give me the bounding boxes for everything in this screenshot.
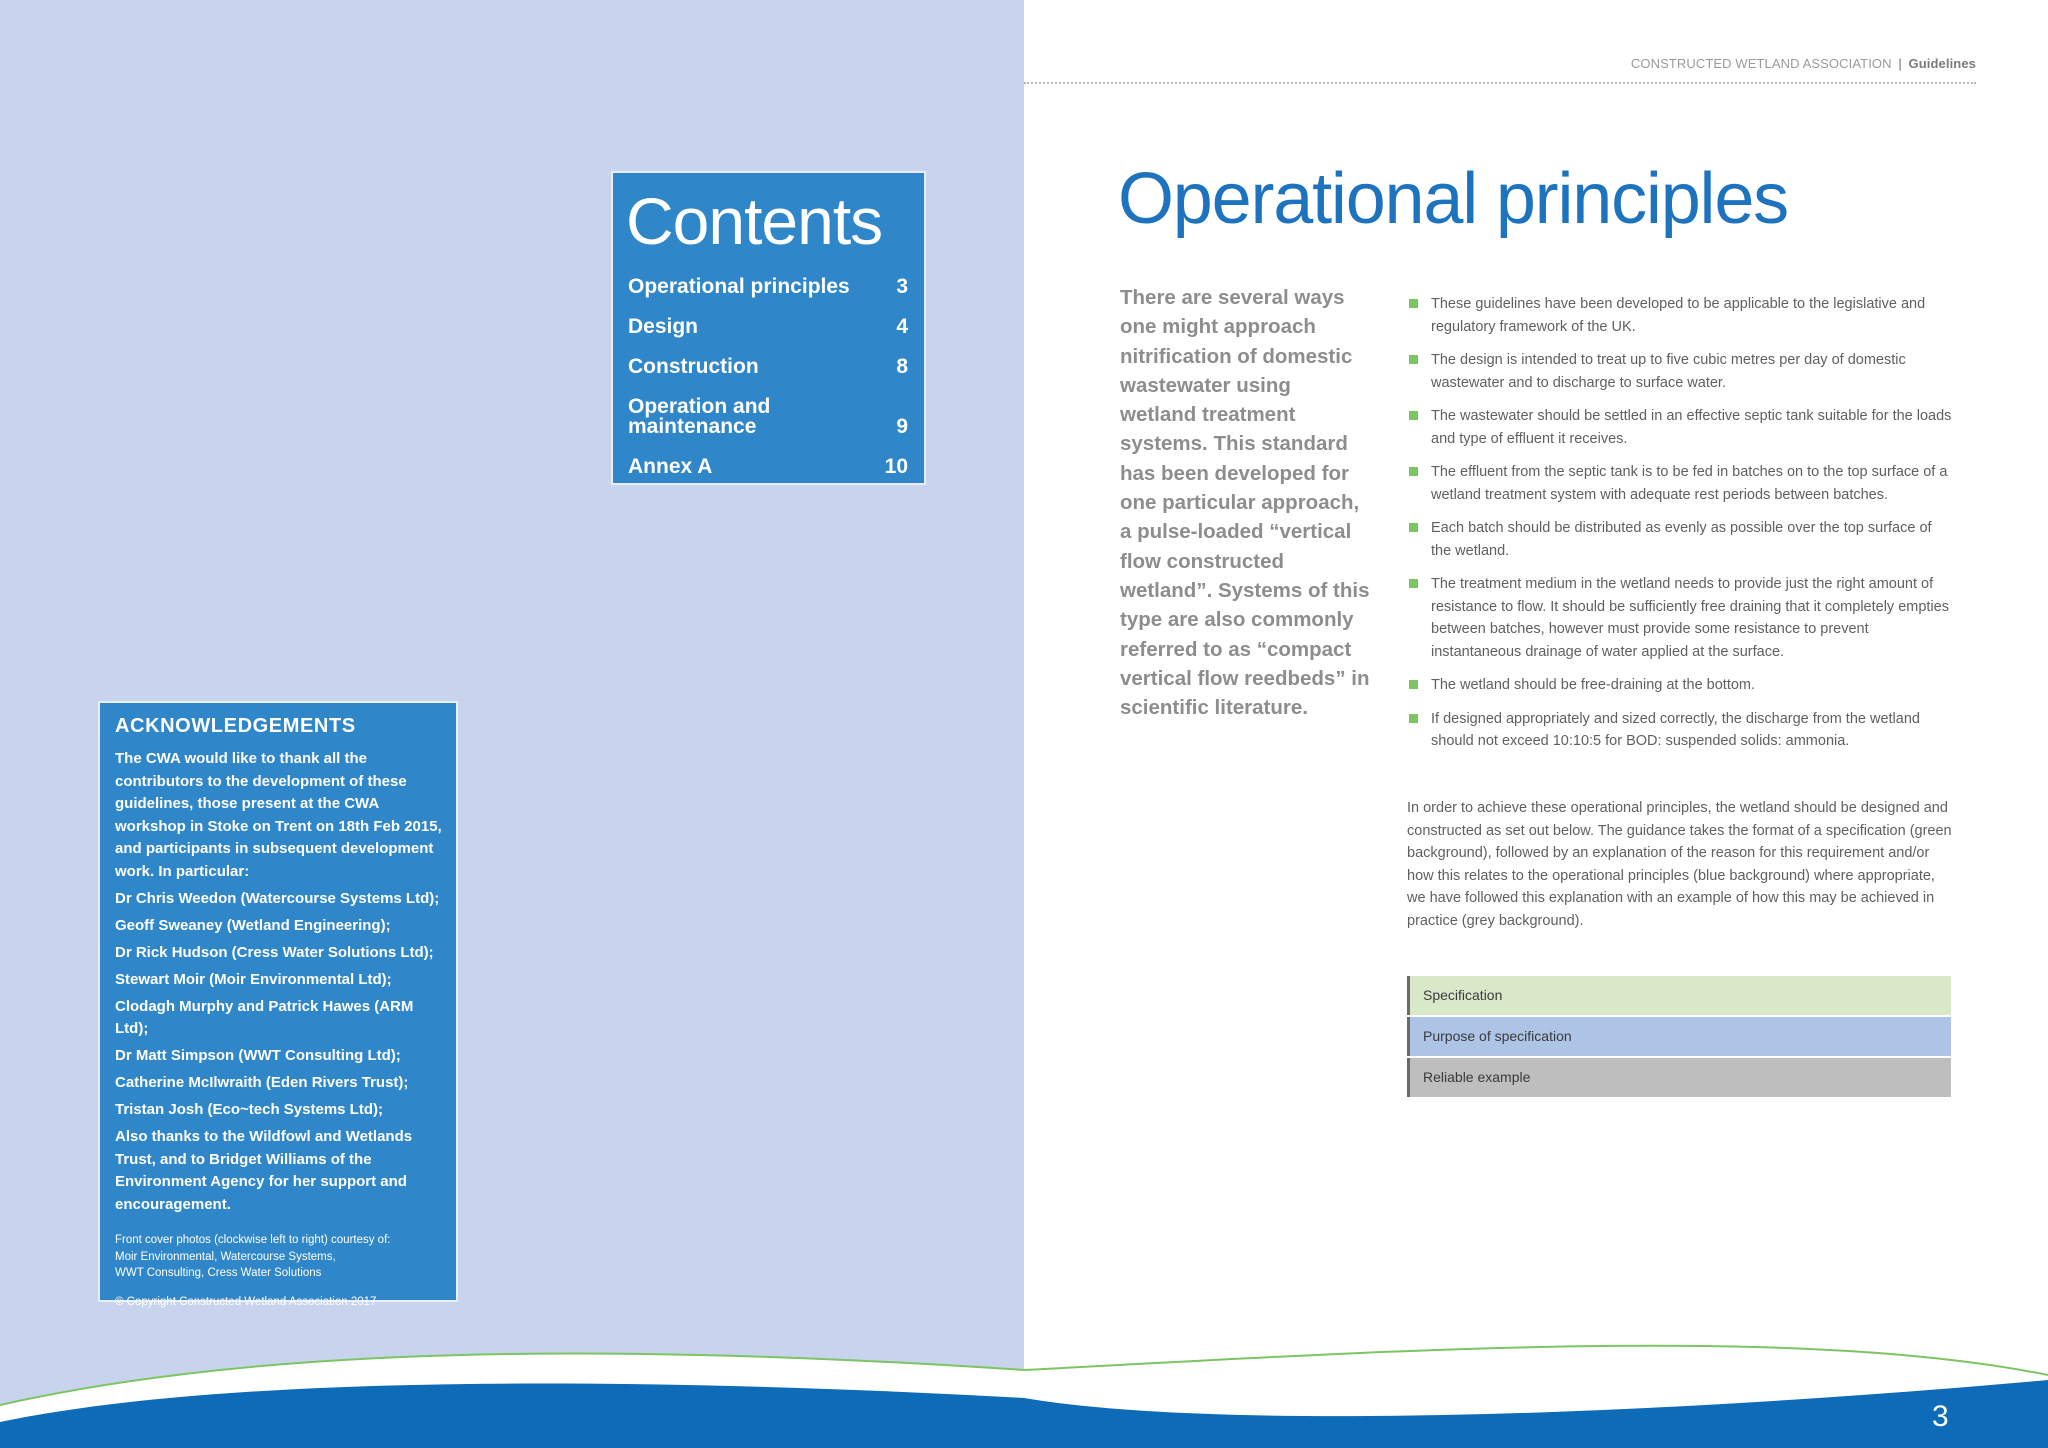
- acknowledgement-name: Clodagh Murphy and Patrick Hawes (ARM Ltd);: [115, 998, 414, 1037]
- square-bullet-icon: [1409, 579, 1418, 588]
- photo-credit-line: Moir Environmental, Watercourse Systems,: [115, 1250, 336, 1263]
- list-item-text: These guidelines have been developed to be applicable to the legislative and regulatory framework of the UK.: [1431, 296, 1926, 335]
- toc-item-design[interactable]: [628, 297, 908, 337]
- list-item-text: The effluent from the septic tank is to be fed in batches on to the top surface of a wetland treatment system with adequate rest periods between batches.: [1431, 464, 1948, 503]
- header-separator: |: [1898, 56, 1902, 71]
- acknowledgements-title: ACKNOWLEDGEMENTS: [115, 715, 356, 737]
- square-bullet-icon: [1409, 299, 1418, 308]
- list-item-text: The wastewater should be settled in an effective septic tank suitable for the loads and type of effluent it receives.: [1431, 408, 1952, 447]
- square-bullet-icon: [1409, 680, 1418, 689]
- toc-item-page: 10: [884, 455, 908, 478]
- contents-title: Contents: [626, 184, 883, 258]
- legend-example: Reliable example: [1407, 1058, 1951, 1097]
- square-bullet-icon: [1409, 467, 1418, 476]
- toc-item-operation-and-maintenance[interactable]: [628, 377, 908, 437]
- legend-purpose: Purpose of specification: [1407, 1017, 1951, 1056]
- square-bullet-icon: [1409, 411, 1418, 420]
- acknowledgement-name: Stewart Moir (Moir Environmental Ltd);: [115, 971, 392, 988]
- intro-text: There are several ways one might approach nitrification of domestic wastewater using wetland treatment systems. This standard has been developed for one particular approach, a pulse-loaded “vertical flow constructed wetland”. Systems of this type are also commonly referred to as “compact vertical flow reedbeds” in scientific literature.: [1120, 286, 1370, 720]
- toc-item-page: 4: [896, 315, 908, 338]
- toc-item-page: 8: [896, 355, 908, 378]
- toc-item-label: Design: [628, 315, 699, 338]
- list-item: [1407, 461, 1952, 506]
- page-number: 3: [1932, 1400, 1949, 1433]
- list-item-text: The design is intended to treat up to five cubic metres per day of domestic wastewater and to discharge to surface water.: [1431, 352, 1906, 391]
- list-item-text: The treatment medium in the wetland needs to provide just the right amount of resistance to flow. It should be sufficiently free draining that it completely empties between batches, however must provide some resistance to prevent instantaneous drainage of water applied at the surface.: [1431, 576, 1949, 660]
- toc-item-label: Operation and maintenance: [628, 395, 771, 438]
- acknowledgement-name: Catherine McIlwraith (Eden Rivers Trust);: [115, 1074, 409, 1091]
- toc-item-page: 9: [896, 415, 908, 438]
- toc-item-operational-principles[interactable]: [628, 257, 908, 297]
- toc-item-label: Operational principles: [628, 275, 850, 298]
- acknowledgement-name: Dr Chris Weedon (Watercourse Systems Ltd);: [115, 890, 440, 907]
- list-item-text: The wetland should be free-draining at the bottom.: [1431, 677, 1756, 693]
- principles-list: [1407, 293, 1952, 764]
- photo-credit-line: WWT Consulting, Cress Water Solutions: [115, 1267, 322, 1279]
- photo-credit: [115, 1232, 442, 1282]
- acknowledgement-name: Dr Rick Hudson (Cress Water Solutions Ltd);: [115, 944, 434, 961]
- list-item-text: If designed appropriately and sized correctly, the discharge from the wetland should not exceed 10:10:5 for BOD: suspended solids: ammonia.: [1431, 710, 1920, 749]
- list-item: [1407, 349, 1952, 394]
- acknowledgements-intro: The CWA would like to thank all the contributors to the development of these guidelines, those present at the CWA workshop in Stoke on Trent on 18th Feb 2015, and participants in subsequent development work. In particular:: [115, 750, 442, 880]
- toc-item-page: 3: [896, 275, 908, 298]
- list-item-text: Each batch should be distributed as evenly as possible over the top surface of the wetland.: [1431, 520, 1932, 559]
- list-item: [1407, 674, 1952, 697]
- list-item: [1407, 573, 1952, 663]
- contents-box: [611, 171, 926, 485]
- list-item: [1407, 708, 1952, 753]
- square-bullet-icon: [1409, 355, 1418, 364]
- square-bullet-icon: [1409, 714, 1418, 723]
- header-divider: [1024, 82, 1976, 84]
- toc-item-construction[interactable]: [628, 337, 908, 377]
- copyright-notice: © Copyright Constructed Wetland Association 2017: [115, 1295, 377, 1308]
- acknowledgements-thanks: Also thanks to the Wildfowl and Wetlands Trust, and to Bridget Williams of the Environment Agency for her support and encouragement.: [115, 1128, 413, 1213]
- list-item: [1407, 405, 1952, 450]
- list-item: [1407, 293, 1952, 338]
- acknowledgements-box: [98, 701, 458, 1308]
- list-item: [1407, 517, 1952, 562]
- running-header: [1024, 56, 1976, 71]
- header-org: CONSTRUCTED WETLAND ASSOCIATION: [1630, 56, 1892, 71]
- photo-credit-line: Front cover photos (clockwise left to right) courtesy of:: [115, 1234, 391, 1246]
- acknowledgement-name: Tristan Josh (Eco~tech Systems Ltd);: [115, 1101, 383, 1118]
- bottom-wave-decoration: [0, 1310, 2048, 1448]
- header-section: Guidelines: [1908, 56, 1976, 71]
- legend-specification: Specification: [1407, 976, 1951, 1015]
- page-title: Operational principles: [1118, 159, 1788, 239]
- acknowledgement-name: Dr Matt Simpson (WWT Consulting Ltd);: [115, 1047, 401, 1064]
- colour-key: [1407, 976, 1951, 1099]
- acknowledgement-name: Geoff Sweaney (Wetland Engineering);: [115, 917, 391, 934]
- square-bullet-icon: [1409, 523, 1418, 532]
- body-paragraph: In order to achieve these operational principles, the wetland should be designed and constructed as set out below. The guidance takes the format of a specification (green background), followed by an explanation of the reason for this requirement and/or how this relates to the operational principles (blue background) where appropriate, we have followed this explanation with an example of how this may be achieved in practice (grey background).: [1407, 800, 1952, 929]
- toc-item-label: Annex A: [628, 455, 713, 478]
- toc-item-annex-a[interactable]: [628, 437, 908, 477]
- toc-item-label: Construction: [628, 355, 759, 378]
